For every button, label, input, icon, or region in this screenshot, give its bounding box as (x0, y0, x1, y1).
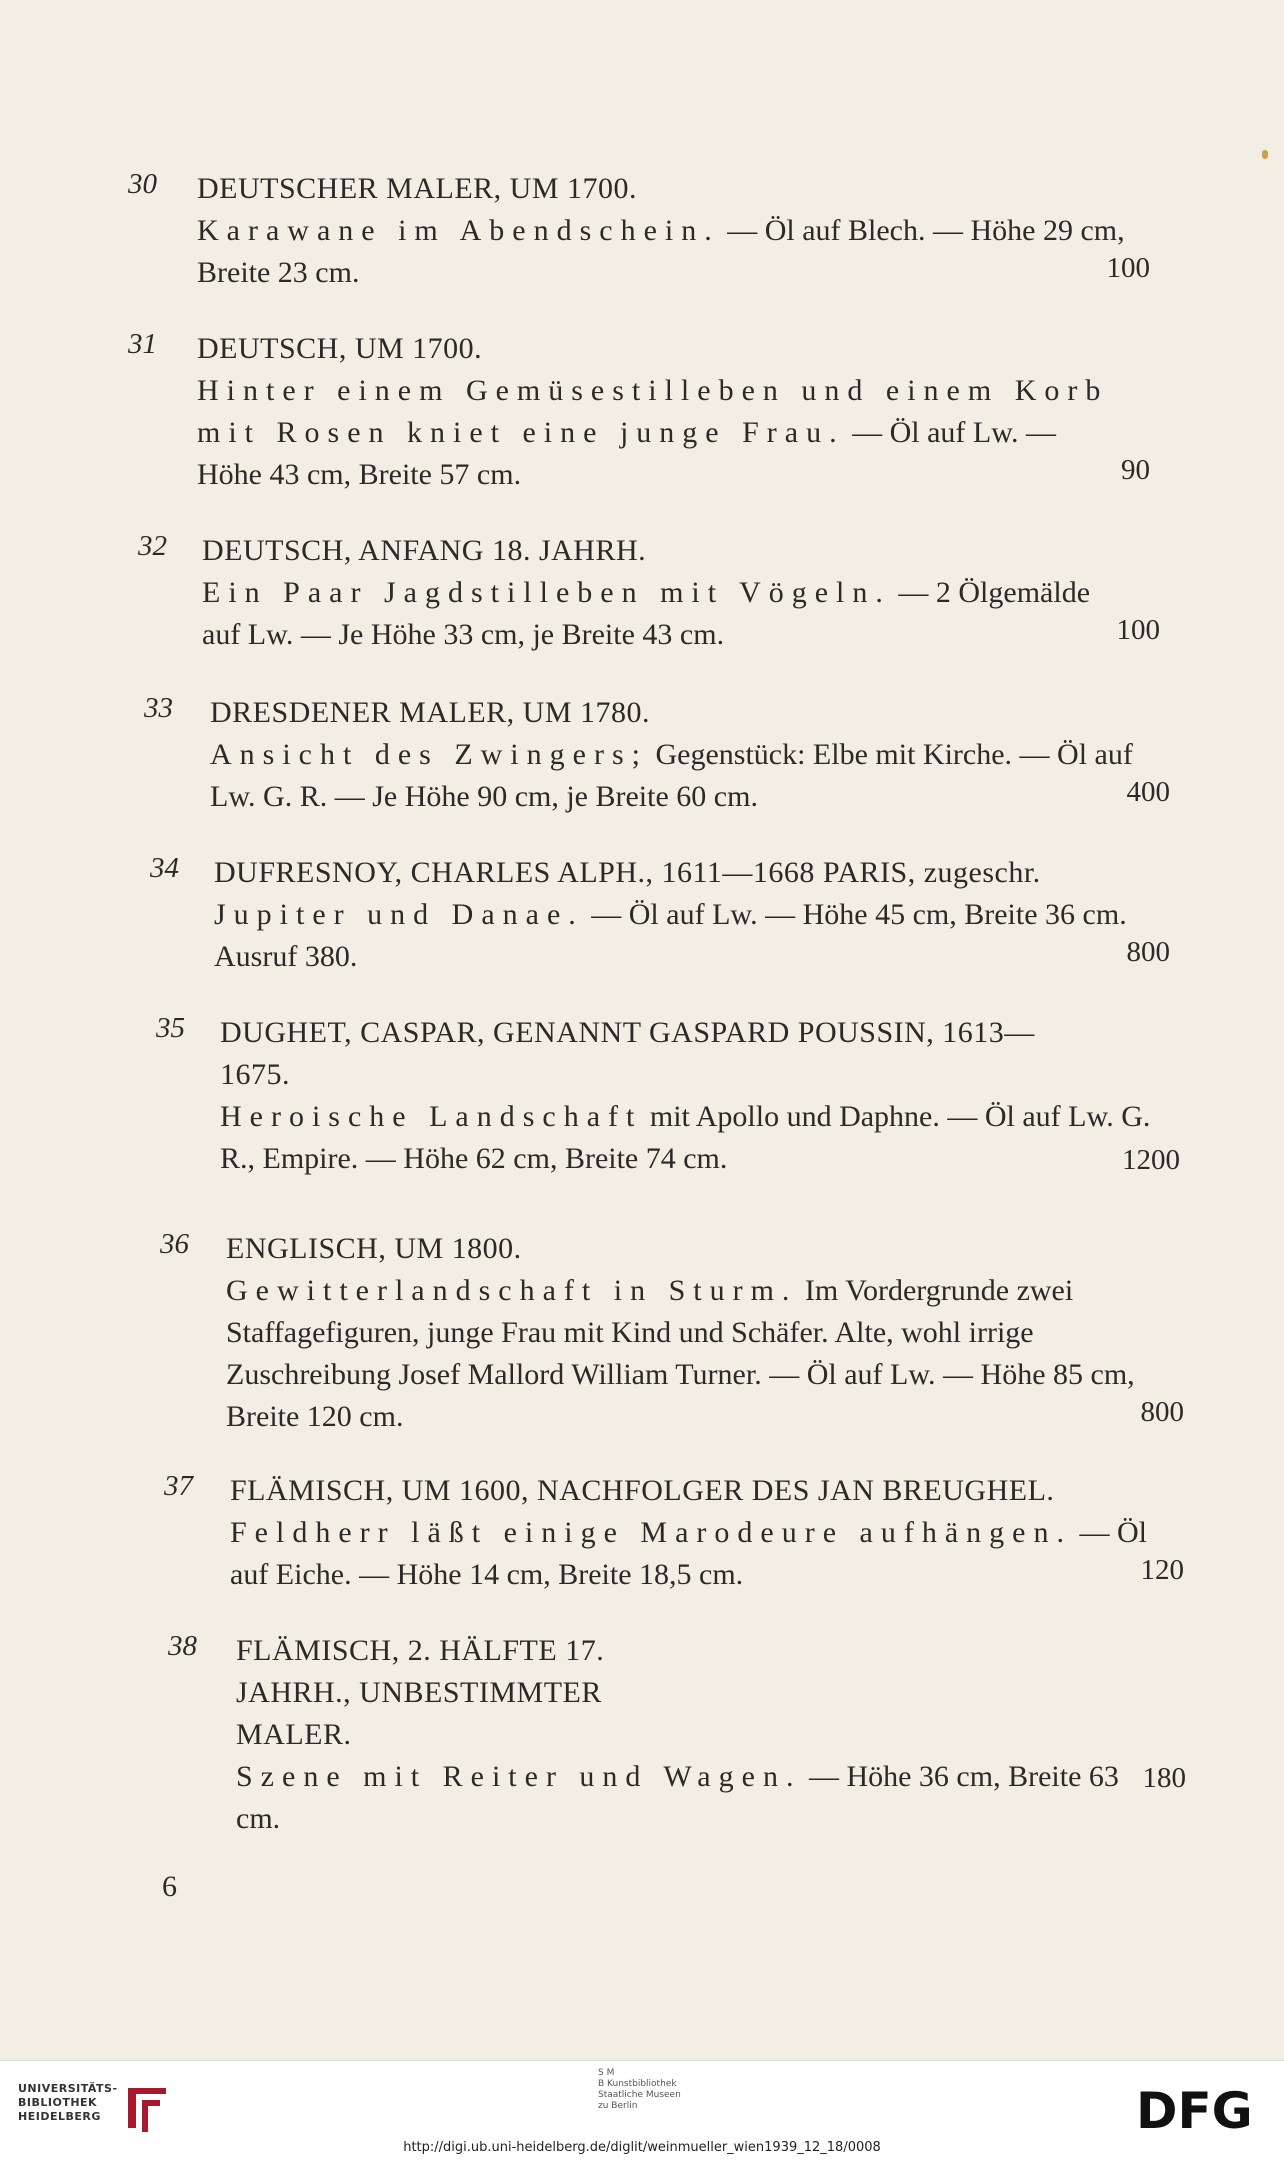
lot-price: 100 (1116, 614, 1160, 646)
lot-price: 800 (1126, 936, 1170, 968)
lot-title: Gewitterlandschaft in Sturm. (226, 1274, 798, 1307)
lot-title: Karawane im Abendschein. (197, 214, 720, 247)
lot-description: — Öl auf Blech. — Höhe 29 cm, Breite 23 cm. (197, 214, 1125, 289)
page-number: 6 (162, 1870, 177, 1903)
lot-heading: DEUTSCH, UM 1700. (197, 332, 483, 365)
lot-entry (140, 692, 1170, 818)
lot-title: Feldherr läßt einige Marodeure aufhängen. (230, 1516, 1072, 1549)
lot-number: 33 (144, 692, 173, 724)
lot-heading: FLÄMISCH, 2. HÄLFTE 17. JAHRH., UNBESTIMMTER MALER. (236, 1634, 605, 1751)
lot-entry (128, 328, 1170, 496)
dfg-logo[interactable] (1136, 2084, 1266, 2134)
lot-heading: ENGLISCH, UM 1800. (226, 1232, 522, 1265)
svg-text:DFG: DFG (1136, 2084, 1253, 2134)
lot-number: 38 (168, 1630, 197, 1662)
lot-number: 30 (128, 168, 157, 200)
paper-fleck (1262, 150, 1268, 159)
lot-description: — Öl auf Lw. — Höhe 43 cm, Breite 57 cm. (197, 416, 1056, 491)
lot-price: 100 (1106, 252, 1150, 284)
lot-description: mit Apollo und Daphne. — Öl auf Lw. G. R., Empire. — Höhe 62 cm, Breite 74 cm. (220, 1100, 1151, 1175)
lot-heading: DEUTSCHER MALER, UM 1700. (197, 172, 638, 205)
lot-number: 35 (156, 1012, 185, 1044)
lot-description: — Öl auf Lw. — Höhe 45 cm, Breite 36 cm. Ausruf 380. (214, 898, 1127, 973)
lot-description: Gegenstück: Elbe mit Kirche. — Öl auf Lw. G. R. — Je Höhe 90 cm, je Breite 60 cm. (210, 738, 1133, 813)
lot-title: Heroische Landschaft (220, 1100, 643, 1133)
lot-price: 120 (1140, 1554, 1184, 1586)
lot-heading: DUFRESNOY, CHARLES ALPH., 1611—1668 PARIS, zugeschr. (214, 856, 1041, 889)
lot-title: Ansicht des Zwingers; (210, 738, 648, 771)
lot-number: 37 (164, 1470, 193, 1502)
library-emblem-icon (122, 2080, 172, 2136)
lot-price: 400 (1126, 776, 1170, 808)
lot-entry (140, 852, 1170, 978)
lot-entry (140, 1630, 1186, 1840)
lot-heading: DEUTSCH, ANFANG 18. JAHRH. (202, 534, 647, 567)
lot-heading: DRESDENER MALER, UM 1780. (210, 696, 651, 729)
document-url-link[interactable]: http://digi.ub.uni-heidelberg.de/diglit/weinmueller_wien1939_12_18/0008 (403, 2140, 881, 2155)
lot-description: — Höhe 36 cm, Breite 63 cm. (236, 1760, 1119, 1835)
lot-price: 90 (1121, 454, 1150, 486)
lot-description: — Öl auf Eiche. — Höhe 14 cm, Breite 18,5 cm. (230, 1516, 1147, 1591)
lot-price: 1200 (1122, 1144, 1180, 1176)
lot-entry (140, 530, 1170, 656)
lot-title: Szene mit Reiter und Wagen. (236, 1760, 802, 1793)
lot-title: Jupiter und Danae. (214, 898, 584, 931)
lot-entry (140, 1470, 1184, 1596)
university-library-logo[interactable] (18, 2076, 188, 2146)
lot-entry (140, 1012, 1180, 1180)
lot-price: 800 (1140, 1396, 1184, 1428)
lot-entry (128, 168, 1170, 294)
lot-number: 31 (128, 328, 157, 360)
lot-number: 36 (160, 1228, 189, 1260)
lot-title: Hinter einem Gemüsestilleben und einem Korb mit Rosen kniet eine junge Frau. (197, 374, 1109, 449)
lot-price: 180 (1142, 1762, 1186, 1794)
lot-number: 34 (150, 852, 179, 884)
lot-title: Ein Paar Jagdstilleben mit Vögeln. (202, 576, 891, 609)
lot-heading: FLÄMISCH, UM 1600, NACHFOLGER DES JAN BREUGHEL. (230, 1474, 1055, 1507)
library-stamp: S M B Kunstbibliothek Staatliche Museen zu Berlin (598, 2068, 681, 2111)
lot-entry (140, 1228, 1184, 1438)
lot-heading: DUGHET, CASPAR, GENANNT GASPARD POUSSIN, 1613—1675. (220, 1016, 1035, 1091)
lot-description: Im Vordergrunde zwei Staffagefiguren, junge Frau mit Kind und Schäfer. Alte, wohl irrige Zuschreibung Josef Mallord William Turner. — Öl auf Lw. — Höhe 85 cm, Breite 120 cm. (226, 1274, 1135, 1433)
library-name: UNIVERSITÄTS- BIBLIOTHEK HEIDELBERG (18, 2082, 118, 2123)
lot-description: — 2 Ölgemälde auf Lw. — Je Höhe 33 cm, je Breite 43 cm. (202, 576, 1091, 651)
lot-number: 32 (138, 530, 167, 562)
